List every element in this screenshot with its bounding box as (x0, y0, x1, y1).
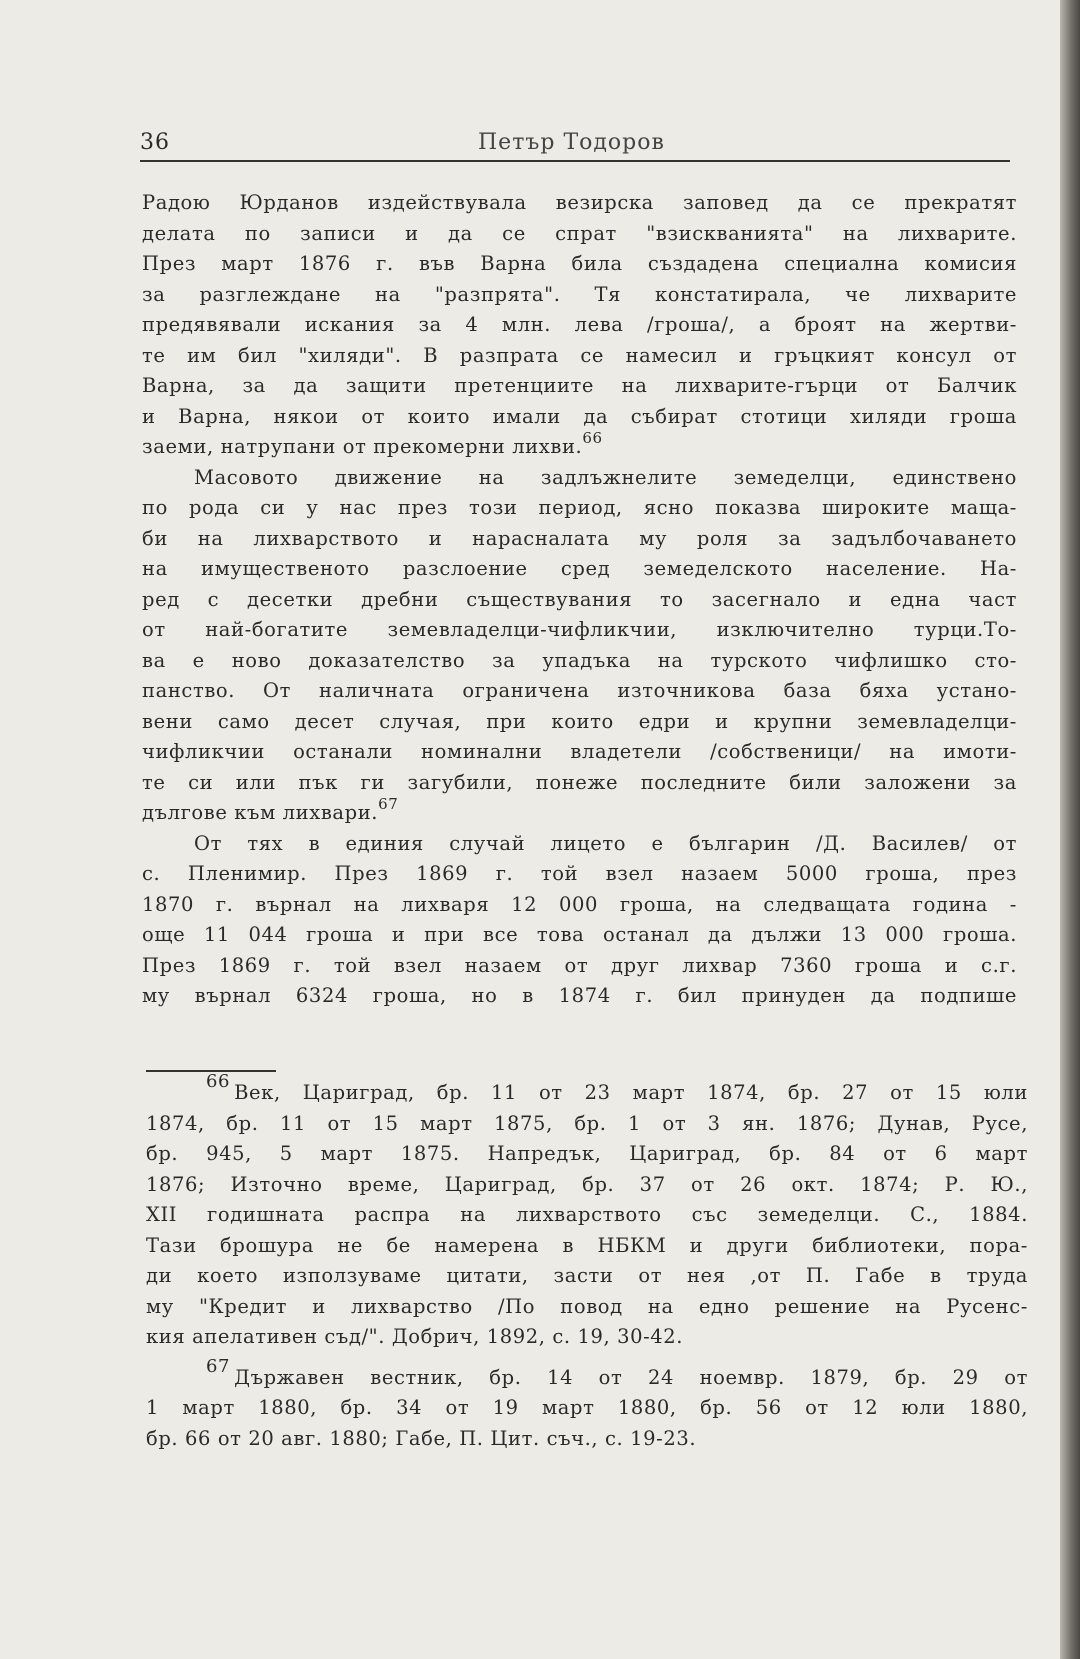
text-line: 1874, бр. 11 от 15 март 1875, бр. 1 от 3 ян. 1876; Дунав, Русе, (146, 1111, 1028, 1135)
main-text (142, 188, 1017, 1012)
text-line-content: заеми, натрупани от прекомерни лихви. (142, 435, 583, 458)
text-line-content: дългове към лихвари. (142, 801, 379, 824)
text-line: му "Кредит и лихварство /По повод на едно решение на Русенс- (146, 1294, 1028, 1318)
text-line: панство. От наличната ограничена източникова база бяха устано- (142, 679, 1017, 702)
footnote-number: 67 (206, 1355, 231, 1377)
text-line: 1 март 1880, бр. 34 от 19 март 1880, бр. 56 от 12 юли 1880, (146, 1396, 1028, 1419)
text-line: бр. 66 от 20 авг. 1880; Габе, П. Цит. съч., с. 19-23. (146, 1426, 697, 1450)
paragraph-2 (142, 463, 1017, 829)
paragraph-1 (142, 188, 1017, 463)
paragraph-3 (142, 829, 1017, 1012)
text-line: и Варна, някои от които имали да събират стотици хиляди гроша (142, 404, 1017, 428)
footnote-66 (146, 1071, 1028, 1353)
text-line: от най-богатите земевладелци-чифликчии, изключително турци.То- (142, 618, 1017, 641)
text-line: вени само десет случая, при които едри и крупни земевладелци- (142, 709, 1017, 733)
text-line: Масовото движение на задлъжнелите земеделци, единствено (194, 465, 1017, 489)
text-line: още 11 044 гроша и при все това останал да дължи 13 000 гроша. (142, 923, 1017, 946)
text-line: по рода си у нас през този период, ясно показва широките маща- (142, 496, 1017, 519)
book-spine-edge (1060, 0, 1080, 1659)
text-line: делата по записи и да се спрат "взискванията" на лихварите. (142, 221, 1017, 245)
footnote-ref-67[interactable]: 67 (378, 795, 399, 813)
text-line (146, 1071, 1028, 1109)
text-line: Радою Юрданов издействувала везирска заповед да се прекратят (142, 191, 1017, 214)
text-line: ред с десетки дребни съществувания то засегнало и една част (142, 587, 1017, 611)
text-line: чифликчии останали номинални владетели /собственици/ на имоти- (142, 740, 1017, 763)
page-number: 36 (140, 130, 170, 155)
footnote-67 (146, 1355, 1028, 1455)
text-line: През 1869 г. той взел назаем от друг лихвар 7360 гроша и с.г. (142, 953, 1017, 977)
text-line: предявявали искания за 4 млн. лева /гроша/, а броят на жертви- (142, 313, 1017, 336)
text-line-content: Държавен вестник, бр. 14 от 24 ноемвр. 1879, бр. 29 от (234, 1365, 1028, 1389)
text-line: 1870 г. върнал на лихваря 12 000 гроша, на следващата година - (142, 892, 1017, 916)
running-title: Петър Тодоров (478, 130, 665, 155)
text-line: Варна, за да защити претенциите на лихварите-гърци от Балчик (142, 374, 1017, 397)
text-line: ва е ново доказателство за упадъка на турското чифлишко сто- (142, 648, 1017, 672)
footnotes (146, 1071, 1028, 1454)
text-line-content: Век, Цариград, бр. 11 от 23 март 1874, бр. 27 от 15 юли (234, 1081, 1028, 1104)
text-line: От тях в единия случай лицето е българин /Д. Василев/ от (194, 831, 1017, 855)
text-line: за разглеждане на "разпрята". Тя констатирала, че лихварите (142, 282, 1017, 306)
text-line: би на лихварството и нарасналата му роля за задълбочаването (142, 526, 1017, 550)
text-line: През март 1876 г. във Варна била създадена специална комисия (142, 252, 1017, 275)
footnote-ref-66[interactable]: 66 (582, 429, 603, 447)
text-line: на имущественото разслоение сред земеделското население. На- (142, 557, 1017, 580)
text-line: 1876; Източно време, Цариград, бр. 37 от 26 окт. 1874; Р. Ю., (146, 1172, 1028, 1196)
text-line: му върнал 6324 гроша, но в 1874 г. бил принуден да подпише (142, 984, 1017, 1007)
page-header (140, 130, 1010, 162)
footnote-number: 66 (206, 1071, 231, 1092)
text-line: Тази брошура не бе намерена в НБКМ и други библиотеки, пора- (146, 1233, 1028, 1257)
text-line: XII годишната распра на лихварството със земеделци. С., 1884. (146, 1203, 1028, 1226)
text-line: кия апелативен съд/". Добрич, 1892, с. 19, 30-42. (146, 1325, 684, 1348)
text-line: те им бил "хиляди". В разпрата се намесил и гръцкият консул от (142, 343, 1017, 367)
text-line: те си или пък ги загубили, понеже последните били заложени за (142, 770, 1017, 794)
text-line: с. Пленимир. През 1869 г. той взел назаем 5000 гроша, през (142, 862, 1017, 885)
text-line (146, 1355, 1028, 1394)
text-line: ди което използуваме цитати, засти от нея ,от П. Габе в труда (146, 1264, 1028, 1287)
text-line (142, 795, 1017, 829)
text-line: бр. 945, 5 март 1875. Напредък, Цариград, бр. 84 от 6 март (146, 1142, 1028, 1165)
text-line (142, 429, 1017, 463)
